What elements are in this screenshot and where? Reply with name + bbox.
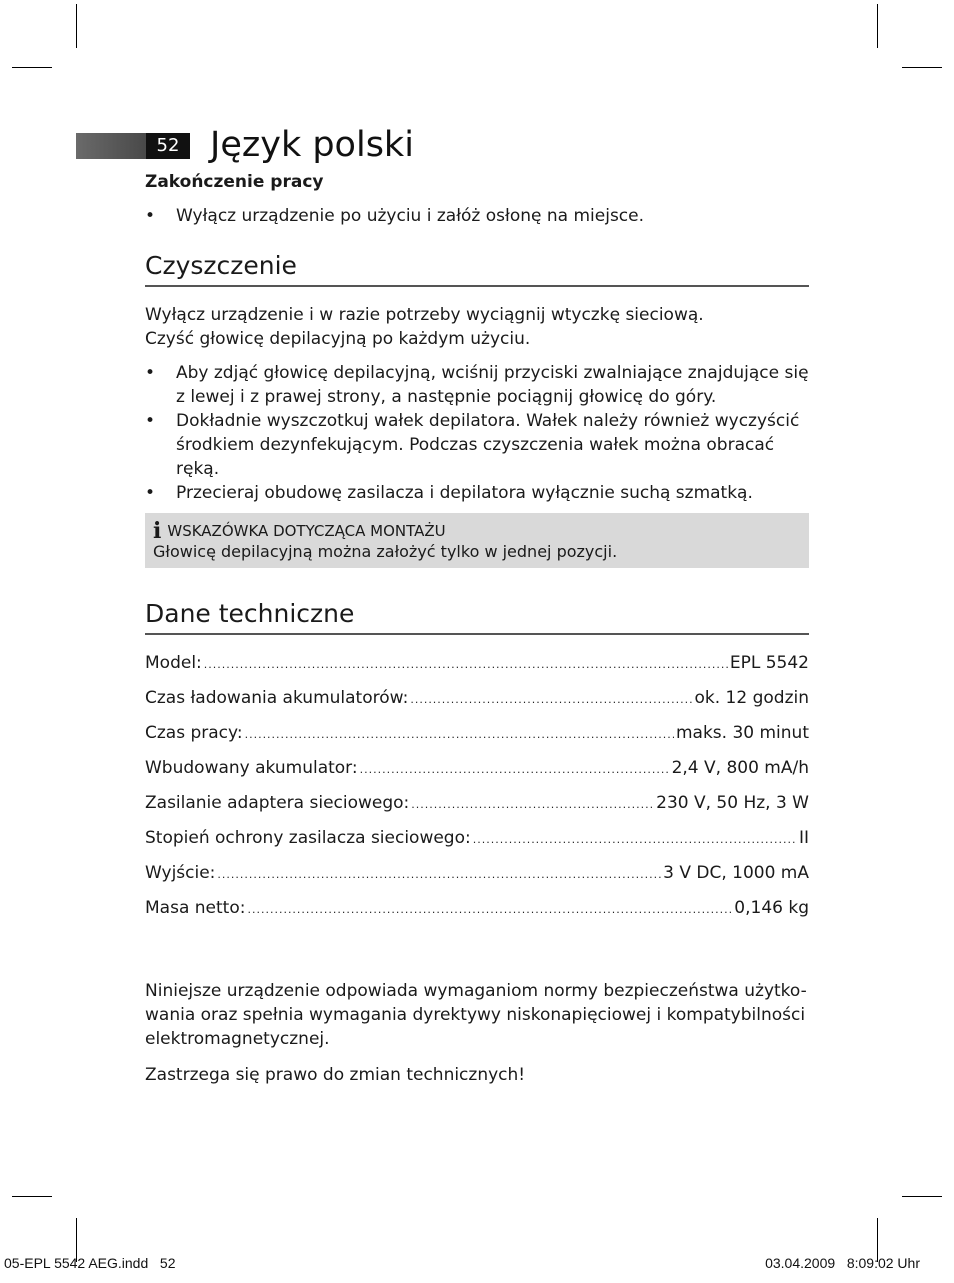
reserve-text: Zastrzega się prawo do zmian technicznych! bbox=[145, 1065, 526, 1085]
finish-list bbox=[145, 204, 809, 228]
spec-row: Wbudowany akumulator: ..... 2,4 V, 800 mA/h bbox=[145, 756, 809, 791]
note-text: Głowicę depilacyjną można założyć tylko w jednej pozycji. bbox=[153, 542, 618, 561]
cleaning-list bbox=[145, 361, 809, 505]
note-title: i WSKAZÓWKA DOTYCZĄCA MONTAŻU bbox=[153, 518, 446, 544]
spec-row: Stopień ochrony zasilacza sieciowego: ..... II bbox=[145, 826, 809, 861]
compliance-text: Niniejsze urządzenie odpowiada wymaganiom normy bezpieczeństwa użytko-wania oraz spełnia wymagania dyrektywy niskonapięciowej i kompatybilności elektromagnetycznej. bbox=[145, 981, 807, 1049]
footer-timestamp: 03.04.2009 8:09:02 Uhr bbox=[765, 1255, 920, 1271]
footer-file: 05-EPL 5542 AEG.indd 52 bbox=[4, 1255, 176, 1271]
spec-row: Czas ładowania akumulatorów: ..... ok. 12 godzin bbox=[145, 686, 809, 721]
list-item: • Przecieraj obudowę zasilacza i depilatora wyłącznie suchą szmatką. bbox=[145, 483, 753, 503]
page-title: Język polski bbox=[210, 125, 414, 165]
crop-mark bbox=[877, 4, 878, 48]
crop-mark bbox=[12, 67, 52, 68]
spec-row: Czas pracy: ..... maks. 30 minut bbox=[145, 721, 809, 756]
specs-table bbox=[145, 651, 809, 931]
list-item: • Aby zdjąć głowicę depilacyjną, wciśnij przyciski zwalniające znajdujące się z lewej i z prawej strony, a następnie pociągnij głowicę do góry. bbox=[145, 363, 809, 407]
list-item: • Dokładnie wyszczotkuj wałek depilatora. Wałek należy również wyczyścić środkiem dezynfekującym. Podczas czyszczenia wałek można obracać ręką. bbox=[145, 411, 800, 479]
crop-mark bbox=[76, 4, 77, 48]
cleaning-title: Czyszczenie bbox=[145, 248, 809, 287]
spec-row: Masa netto: ..... 0,146 kg bbox=[145, 896, 809, 931]
spec-row: Zasilanie adaptera sieciowego: ..... 230 V, 50 Hz, 3 W bbox=[145, 791, 809, 826]
page-number: 52 bbox=[146, 133, 190, 159]
spec-row: Wyjście: ..... 3 V DC, 1000 mA bbox=[145, 861, 809, 896]
finish-heading: Zakończenie pracy bbox=[145, 172, 324, 192]
page-content bbox=[145, 170, 809, 1087]
specs-title: Dane techniczne bbox=[145, 596, 809, 635]
crop-mark bbox=[902, 1196, 942, 1197]
list-item: • Wyłącz urządzenie po użyciu i załóż osłonę na miejsce. bbox=[145, 206, 645, 226]
assembly-note bbox=[145, 513, 809, 568]
crop-mark bbox=[902, 67, 942, 68]
spec-row: Model: ..... EPL 5542 bbox=[145, 651, 809, 686]
info-icon: i bbox=[153, 518, 162, 544]
crop-mark bbox=[12, 1196, 52, 1197]
cleaning-intro: Wyłącz urządzenie i w razie potrzeby wyciągnij wtyczkę sieciową. Czyść głowicę depilacyjną po każdym użyciu. bbox=[145, 305, 704, 349]
